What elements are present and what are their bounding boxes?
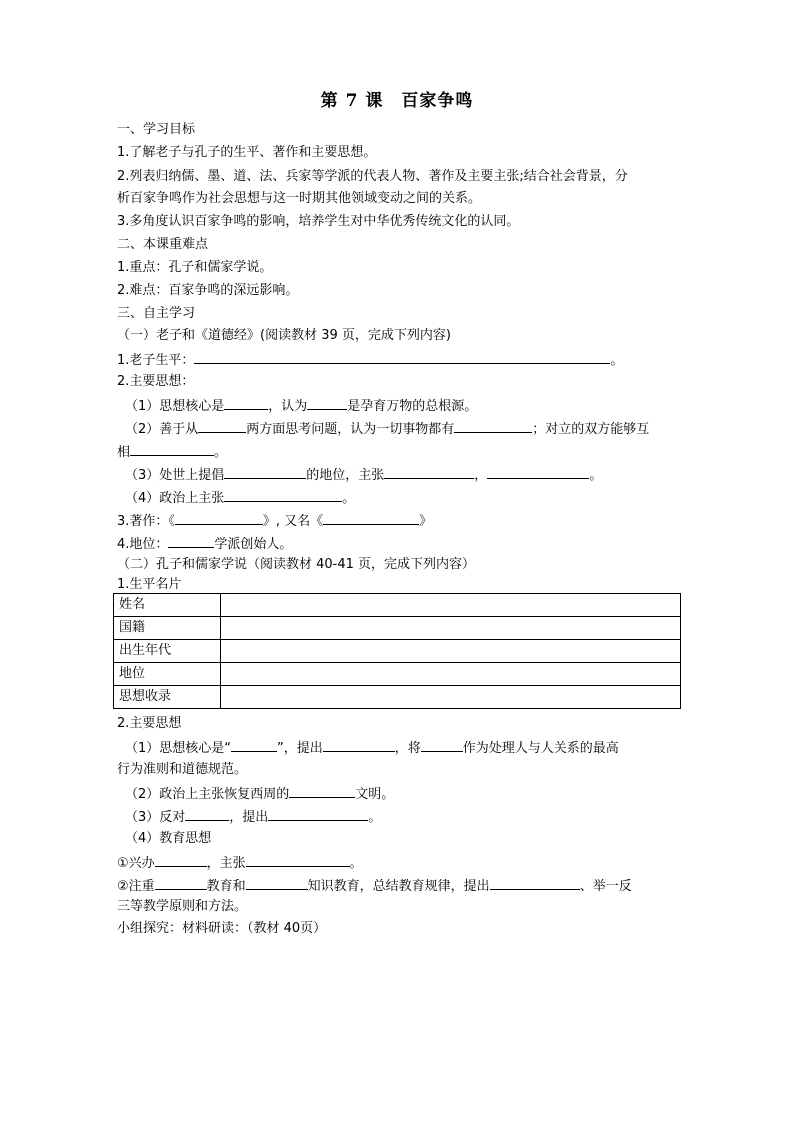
confucius-thought-3 [125, 807, 381, 827]
row-label-nationality: 国籍 [114, 617, 221, 640]
section-heading-goals: 一、学习目标 [117, 122, 196, 137]
answer-blank[interactable] [155, 876, 207, 890]
text-segment: ， [474, 468, 488, 483]
goal-1: 1.了解老子与孔子的生平、著作和主要思想。 [117, 145, 377, 160]
text-segment: ，认为 [268, 399, 308, 414]
laozi-thought-1 [125, 396, 477, 416]
answer-blank[interactable] [246, 876, 308, 890]
text-segment: 》, 又名《 [262, 514, 324, 529]
laozi-life-row [117, 350, 623, 370]
text-segment: ②注重 [117, 879, 155, 894]
text-segment: （2）善于从 [125, 422, 199, 437]
text-segment: （1）思想核心是“ [125, 741, 232, 756]
answer-cell[interactable] [221, 663, 681, 686]
answer-blank[interactable] [490, 876, 580, 890]
row-label-status: 地位 [114, 663, 221, 686]
text-segment: 作为处理人与人关系的最高 [462, 741, 619, 756]
answer-blank[interactable] [155, 853, 207, 867]
text-segment: 4.地位： [117, 537, 169, 552]
answer-blank[interactable] [268, 807, 368, 821]
answer-cell[interactable] [221, 640, 681, 663]
text-segment: ①兴办 [117, 856, 155, 871]
text-segment: （3）处世上提倡 [125, 468, 225, 483]
text-segment: 相 [117, 445, 131, 460]
text-segment: （3）反对 [125, 810, 186, 825]
answer-blank[interactable] [168, 534, 214, 548]
text-segment: （1）思想核心是 [125, 399, 225, 414]
text-segment: （4）政治上主张 [125, 491, 225, 506]
confucius-thought-2 [125, 784, 394, 804]
text-segment: 教育和 [206, 879, 246, 894]
laozi-thought-heading: 2.主要思想： [117, 374, 195, 389]
answer-blank[interactable] [454, 419, 532, 433]
table-row [114, 640, 681, 663]
text-segment: 。 [368, 810, 382, 825]
answer-cell[interactable] [221, 686, 681, 709]
education-point-2-cont: 三等教学原则和方法。 [117, 899, 248, 914]
section-heading-key-points: 二、本课重难点 [117, 237, 209, 252]
education-point-2 [117, 876, 632, 896]
confucius-heading: （二）孔子和儒家学说（阅读教材 40-41 页，完成下列内容） [117, 557, 476, 572]
text-segment: 学派创始人。 [214, 537, 293, 552]
profile-table [113, 593, 681, 709]
text-segment: 》 [419, 514, 433, 529]
end-mark: 。 [610, 353, 624, 368]
text-segment: 、举一反 [579, 879, 632, 894]
table-row [114, 617, 681, 640]
answer-blank[interactable] [421, 738, 463, 752]
confucius-thought-1-cont: 行为准则和道德规范。 [117, 762, 248, 777]
goal-2-line-1: 2.列表归纳儒、墨、道、法、兵家等学派的代表人物、著作及主要主张;结合社会背景，分 [117, 169, 628, 184]
laozi-life-blank[interactable] [194, 350, 610, 364]
row-label-thought-record: 思想收录 [114, 686, 221, 709]
answer-blank[interactable] [289, 784, 355, 798]
text-segment: ，主张 [206, 856, 246, 871]
laozi-heading: （一）老子和《道德经》(阅读教材 39 页，完成下列内容) [117, 328, 451, 343]
answer-blank[interactable] [384, 465, 474, 479]
education-point-1 [117, 853, 363, 873]
text-segment: 。 [214, 445, 228, 460]
group-inquiry: 小组探究：材料研读：（教材 40页） [117, 921, 327, 936]
answer-blank[interactable] [224, 396, 268, 410]
text-segment: 。 [342, 491, 356, 506]
laozi-thought-4 [125, 488, 355, 508]
row-label-birth-era: 出生年代 [114, 640, 221, 663]
text-segment: ”，提出 [277, 741, 323, 756]
text-segment: 是孕育万物的总根源。 [347, 399, 478, 414]
text-segment: 。 [349, 856, 363, 871]
text-segment: （2）政治上主张恢复西周的 [125, 787, 290, 802]
answer-blank[interactable] [246, 853, 350, 867]
text-segment: ，将 [394, 741, 421, 756]
laozi-thought-2 [125, 419, 649, 439]
answer-blank[interactable] [130, 442, 214, 456]
text-segment: 。 [589, 468, 603, 483]
page-title: 第 7 课 百家争鸣 [320, 91, 474, 111]
text-segment: 知识教育，总结教育规律，提出 [307, 879, 490, 894]
answer-blank[interactable] [175, 511, 263, 525]
laozi-status-row [117, 534, 292, 554]
laozi-thought-3 [125, 465, 602, 485]
answer-blank[interactable] [307, 396, 347, 410]
answer-blank[interactable] [224, 488, 342, 502]
text-segment: 的地位，主张 [306, 468, 385, 483]
laozi-thought-2-cont [117, 442, 227, 462]
confucius-thought-4: （4）教育思想 [125, 831, 212, 846]
section-heading-self-study: 三、自主学习 [117, 306, 196, 321]
answer-blank[interactable] [198, 419, 246, 433]
table-row [114, 663, 681, 686]
table-row [114, 686, 681, 709]
table-row [114, 594, 681, 617]
confucius-thought-1 [125, 738, 619, 758]
profile-card-heading: 1.生平名片 [117, 577, 182, 592]
answer-blank[interactable] [224, 465, 306, 479]
text-segment: 3.著作：《 [117, 514, 175, 529]
answer-cell[interactable] [221, 594, 681, 617]
laozi-work-row [117, 511, 432, 531]
goal-3: 3.多角度认识百家争鸣的影响，培养学生对中华优秀传统文化的认同。 [117, 214, 520, 229]
difficult-point: 2.难点：百家争鸣的深远影响。 [117, 283, 299, 298]
answer-blank[interactable] [231, 738, 277, 752]
laozi-life-label: 1.老子生平： [117, 353, 195, 368]
answer-cell[interactable] [221, 617, 681, 640]
text-segment: ；对立的双方能够互 [532, 422, 650, 437]
answer-blank[interactable] [185, 807, 229, 821]
key-point: 1.重点：孔子和儒家学说。 [117, 260, 273, 275]
row-label-name: 姓名 [114, 594, 221, 617]
answer-blank[interactable] [323, 738, 395, 752]
text-segment: 文明。 [355, 787, 395, 802]
answer-blank[interactable] [487, 465, 589, 479]
confucius-thought-heading: 2.主要思想 [117, 716, 182, 731]
goal-2-line-2: 析百家争鸣作为社会思想与这一时期其他领域变动之间的关系。 [117, 191, 482, 206]
answer-blank[interactable] [323, 511, 419, 525]
text-segment: ，提出 [229, 810, 269, 825]
text-segment: 两方面思考问题，认为一切事物都有 [246, 422, 455, 437]
